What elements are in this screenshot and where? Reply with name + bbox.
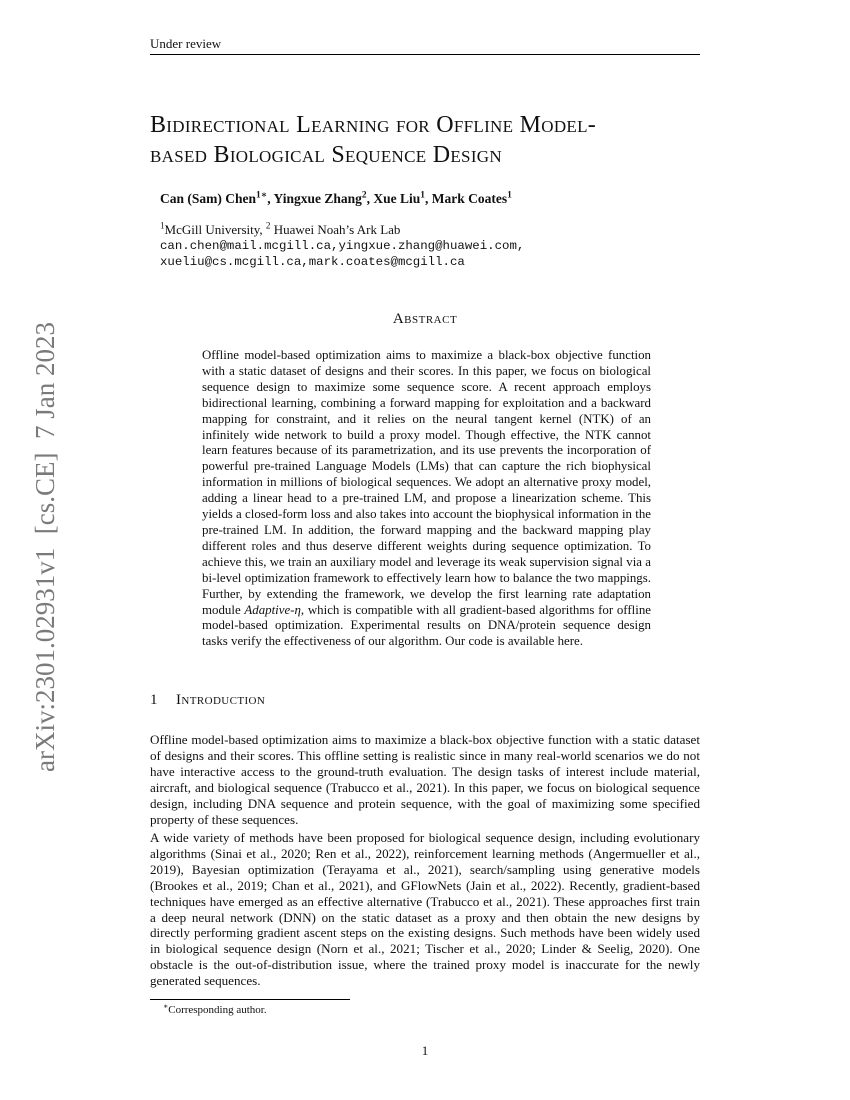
affil-huawei: Huawei Noah’s Ark Lab <box>270 222 401 237</box>
author-list: Can (Sam) Chen$^{1∗}$, Yingxue Zhang$^2$, Xue Liu$^1$, Mark Coates$^1$ <box>160 190 512 206</box>
page-number: 1 <box>421 1043 429 1058</box>
author-name: Xue Liu <box>373 191 421 206</box>
author-mark: 1∗ <box>256 190 268 201</box>
affil-mark-1: 1 <box>160 220 165 231</box>
affil-mcgill: McGill University, <box>164 222 266 237</box>
footnote-text: Corresponding author. <box>168 1004 267 1016</box>
abstract-heading: Abstract <box>392 311 458 327</box>
paper-title <box>150 110 710 170</box>
running-header: Under review <box>150 36 222 51</box>
title-line-1: Bidirectional Learning for Offline Model- <box>150 112 597 138</box>
intro-paragraph-2: A wide variety of methods have been proposed for biological sequence design, including evolutionary algorithms (Sinai et al., 2020; Ren et al., 2022), reinforcement learning methods (Angermueller et al., 2019), Bayesian optimization (Terayama et al., 2021), search/sampling using generative models (Brookes et al., 2019; Chan et al., 2021), and GFlowNets (Jain et al., 2022). Recently, gradient-based techniques have emerged as an effective alternative (Trabucco et al., 2021). These approaches first train a deep neural network (DNN) on the static dataset as a proxy and then obtain the new designs by directly performing gradient ascent steps on the existing designs. Such methods have been widely used in biological sequence design (Norn et al., 2021; Tischer et al., 2020; Linder & Seelig, 2020). One obstacle is the out-of-distribution issue, where the trained proxy model is inaccurate for the newly generated sequences. <box>150 830 700 989</box>
footnote-mark: ∗ <box>163 1001 169 1011</box>
section-title: Introduction <box>176 692 266 708</box>
author-mark: 1 <box>420 190 425 201</box>
arxiv-identifier[interactable]: arXiv:2301.02931v1 [cs.CE] 7 Jan 2023 <box>30 322 60 772</box>
footnote-rule <box>150 999 350 1000</box>
adaptive-eta-term: Adaptive-η <box>244 602 301 617</box>
header-rule <box>150 54 700 55</box>
email-line-2[interactable]: xueliu@cs.mcgill.ca,mark.coates@mcgill.ca <box>160 255 465 269</box>
intro-paragraph-1: Offline model-based optimization aims to maximize a black-box objective function with a static dataset of designs and their scores. This offline setting is realistic since in many real-world scenarios we do not have interactive access to the ground-truth evaluation. The design tasks of interest include material, aircraft, and biological sequence (Trabucco et al., 2021). In this paper, we focus on biological sequence design, including DNA sequence and protein sequence, with the goal of maximizing some specified property of these sequences. <box>150 732 700 827</box>
abstract-text-end: , which is compatible with all gradient-based algorithms for offline model-based optimization. Experimental results on DNA/protein sequence design tasks verify the effectiveness of our algorithm. Our code is available here. <box>202 602 651 649</box>
affiliations <box>160 222 400 238</box>
author-mark: 2 <box>361 190 367 201</box>
section-number: 1 <box>150 692 158 708</box>
section-heading-introduction <box>150 692 265 709</box>
abstract-text: Offline model-based optimization aims to maximize a black-box objective function with a static dataset of designs and their scores. In this paper, we focus on biological sequence design to maximize some sequence score. A recent approach employs bidirectional learning, combining a forward mapping for exploitation and a backward mapping for constraint, and it relies on the neural tangent kernel (NTK) of an infinitely wide network to build a proxy model. Though effective, the NTK cannot learn features because of its parametrization, and its use prevents the incorporation of powerful pre-trained Language Models (LMs) that can capture the rich biophysical information in millions of biological sequences. We adopt an alternative proxy model, adding a linear head to a pre-trained LM, and propose a linearization scheme. This yields a closed-form loss and also takes into account the biophysical information in the pre-trained LM. In addition, the forward mapping and the backward mapping play different roles and thus deserve different weights during sequence optimization. To achieve this, we train an auxiliary model and leverage its weak supervision signal via a bi-level optimization framework to effectively learn how to balance the two mappings. Further, by extending the framework, we develop the first learning rate adaptation module <box>202 348 651 617</box>
abstract-body <box>202 348 651 650</box>
title-line-2: based Biological Sequence Design <box>150 142 502 168</box>
author-name: Can (Sam) Chen <box>160 191 257 206</box>
author-name: Yingxue Zhang <box>273 191 362 206</box>
author-mark: 1 <box>507 190 512 201</box>
author-name: Mark Coates <box>431 191 508 206</box>
affil-mark-2: 2 <box>265 220 271 231</box>
footnote <box>163 1001 267 1016</box>
email-line-1[interactable]: can.chen@mail.mcgill.ca,yingxue.zhang@huawei.com, <box>160 239 525 253</box>
